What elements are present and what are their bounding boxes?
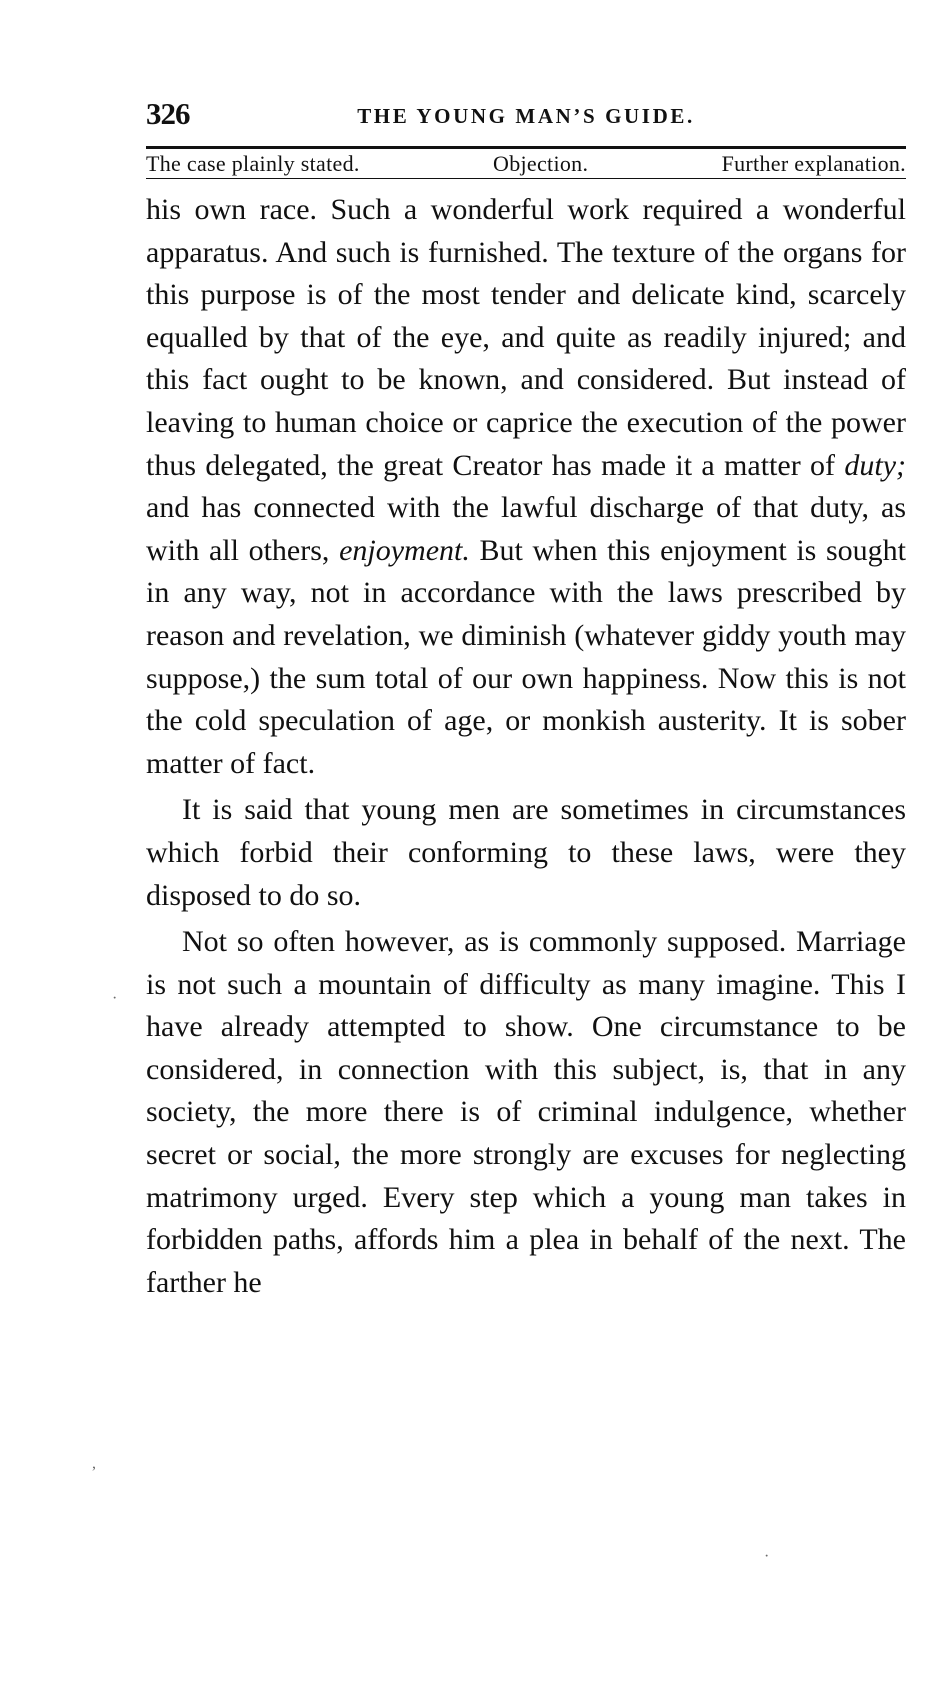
paragraph-text: and has connected with the lawful discharge of that duty, as with all others, — [146, 491, 906, 567]
paragraph-explanation: Not so often however, as is commonly supposed. Marriage is not such a mountain of difficulty as many imagine. This I have already attempted to show. One circumstance to be considered, in connection with this subject, is, that in any society, the more there is of criminal indulgence, whether secret or social, the more strongly are excuses for neglecting matrimony urged. Every step which a young man takes in forbidden paths, affords him a plea in behalf of the next. The farther he — [146, 925, 906, 1299]
paragraph-continuation — [146, 189, 906, 785]
section-head-objection: Objection. — [493, 151, 589, 176]
section-heads — [146, 149, 906, 178]
scan-speck: · — [112, 990, 118, 1007]
header-rule-bottom — [146, 178, 906, 179]
scan-speck: , — [92, 1455, 96, 1472]
section-head-further-explanation: Further explanation. — [721, 151, 906, 176]
running-title: THE YOUNG MAN’S GUIDE. — [357, 104, 695, 128]
italic-duty: duty; — [844, 448, 906, 482]
body-text — [146, 189, 906, 1304]
section-head-case-stated: The case plainly stated. — [146, 151, 360, 176]
paragraph-text: his own race. Such a wonderful work required a wonderful apparatus. And such is furnished. The texture of the organs for this purpose is of the most tender and delicate kind, scarcely equalled by that of the eye, and quite as readily injured; and this fact ought to be known, and considered. But instead of leaving to human choice or caprice the execution of the power thus delegated, the great Creator has made it a matter of — [146, 193, 906, 482]
scan-speck: · — [764, 1548, 770, 1565]
running-head — [146, 96, 906, 140]
book-page — [146, 96, 906, 1308]
paragraph-text: But when this enjoyment is sought in any way, not in accordance with the laws prescribed by reason and revelation, we diminish (whatever giddy youth may suppose,) the sum total of our own happiness. Now this is not the cold speculation of age, or monkish austerity. It is sober matter of fact. — [146, 533, 907, 780]
italic-enjoyment: enjoyment. — [339, 533, 470, 567]
paragraph-objection: It is said that young men are sometimes in circumstances which forbid their conforming to these laws, were they disposed to do so. — [146, 793, 906, 912]
page-number: 326 — [146, 96, 190, 131]
